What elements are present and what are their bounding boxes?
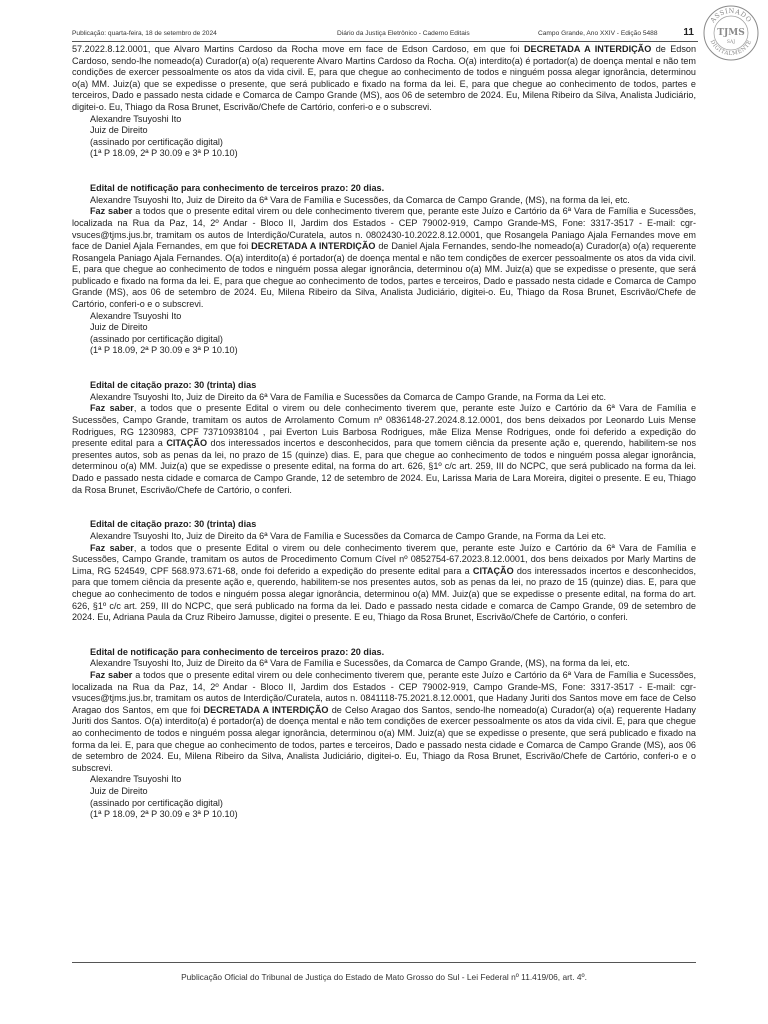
edital-title (72, 183, 696, 195)
edital-title (72, 380, 696, 392)
signature-line (72, 114, 696, 126)
svg-text:TJMS: TJMS (717, 28, 745, 38)
text: Alexandre Tsuyoshi Ito, Juiz de Direito da 6ª Vara de Família e Sucessões da Comarca de Campo Grande, na Forma da Lei etc. (90, 391, 607, 402)
section-gap (72, 624, 696, 647)
edital-title (72, 647, 696, 659)
signature-line (72, 774, 696, 786)
svg-text:SAJ: SAJ (726, 40, 736, 45)
paragraph (72, 658, 696, 670)
text: , a todos que o presente Edital o virem ou dele conhecimento tiverem que, perante este Juízo e Cartório da 6ª Vara de Família e Sucessões, Campo Grande, tramitam os autos de Procedimento Comum Cível nº 0852754-67.2023.8.12.0001, dos bens deixados por Marly Martins de Lima, RG 524549, CPF 568.973.671-68, onde foi deferido a expedição do presente edital para a (72, 542, 696, 576)
paragraph (72, 543, 696, 624)
text: , a todos que o presente Edital o virem ou dele conhecimento tiverem que, perante este Juízo e Cartório da 6ª Vara de Família e Sucessões, Campo Grande, tramitam os autos de Arrolamento Comum nº 0836148-27.2024.8.12.0001, dos bens deixados por Leonardo Luis Mense Rodrigues, RG 1230983, CPF 73710938104 , pai Everton Luis Barbosa Rodrigues, mãe Eliza Mense Rodrigues, onde foi deferido a expedição do presente edital para a (72, 403, 696, 449)
text: a todos que o presente edital virem ou dele conhecimento tiverem que, perante este Juízo e Cartório da 6ª Vara de Família e Sucessões, localizada na Rua da Paz, 14, 2º Andar - Bloco II, Jardim dos Estados - CEP 79002-919, Campo Grande-MS, Fone: 3317-3517 - E-mail: cgr-vsuces@tjms.jus.br, tramitam os autos de Interdição/Curatela, autos n. 0841118-75.2021.8.12.0001, que Hadany Juriti dos Santos move em face de Celso Aragao dos Santos, em que foi (72, 670, 697, 715)
signature-line (72, 148, 696, 160)
text: Edital de notificação para conhecimento de terceiros prazo: 20 dias. (90, 646, 385, 657)
section-gap (72, 496, 696, 519)
text: (assinado por certificação digital) (90, 797, 223, 808)
bold-text: Faz saber (90, 206, 133, 217)
paragraph (72, 44, 696, 114)
text: Alexandre Tsuyoshi Ito, Juiz de Direito da 6ª Vara de Família e Sucessões da Comarca de Campo Grande, na Forma da Lei etc. (90, 530, 607, 541)
paragraph (72, 670, 696, 774)
svg-text:ASSINADO: ASSINADO (708, 6, 754, 25)
signature-line (72, 125, 696, 137)
header-publication-date: Publicação: quarta-feira, 18 de setembro de 2024 (72, 30, 217, 37)
signature-line (72, 334, 696, 346)
bold-text: DECRETADA A INTERDIÇÃO (523, 44, 652, 54)
text: Edital de notificação para conhecimento de terceiros prazo: 20 dias. (90, 183, 385, 194)
signature-line (72, 798, 696, 810)
digital-signature-seal-icon (702, 4, 760, 62)
footer-divider (72, 962, 696, 963)
bold-text: Faz saber (90, 403, 134, 414)
text: (1ª P 18.09, 2ª P 30.09 e 3ª P 10.10) (90, 148, 238, 159)
signature-line (72, 345, 696, 357)
bold-text: Faz saber (90, 670, 133, 681)
text: de Daniel Ajala Fernandes, sendo-lhe nomeado(a) Curador(a) o(a) requerente Rosangela Paniago Ajala Fernandes. O(a) interdito(a) é portador(a) de doença mental e não tem condições de exercer pessoalmente os atos da vida civil. E, para que chegue ao conhecimento de todos e ninguém possa alegar ignorância, determinou o(a) MM. Juiz(a) que se expedisse o presente, que será publicado e fixado na forma da lei. E, para que chegue ao conhecimento de todos, partes e terceiros, Dado e passado nesta cidade e Comarca de Campo Grande (MS), aos 06 de setembro de 2024. Eu, Milena Ribeiro da Silva, Analista Judiciário, digitei-o. Eu, Thiago da Rosa Brunet, Escrivão/Chefe de Cartório, conferi-o e o subscrevi. (72, 241, 696, 310)
signature-line (72, 809, 696, 821)
text: (assinado por certificação digital) (90, 136, 223, 147)
section-gap (72, 160, 696, 183)
edital-content (72, 44, 696, 821)
paragraph (72, 403, 696, 496)
page-number: 11 (683, 27, 694, 38)
text: Juiz de Direito (90, 786, 148, 796)
text: dos interessados incertos e desconhecidos, para que tomem ciência da presente ação e, querendo, habilitem-se nos presentes autos, sob as penas da lei, no prazo de 15 (quinze) dias. E, para que chegue ao conhecimento de todos e ninguém possa alegar ignorância, determinou o(a) MM. Juiz(a) que se expedisse o presente edital, na forma do art. 626, §1º c/c art. 259, III do NCPC, que será publicado na forma da lei. Dado e passado nesta cidade e comarca de Campo Grande, 12 de setembro de 2024. Eu, Larissa Maria de Lara Moreira, digitei o presente. E eu, Thiago da Rosa Brunet, Escrivão/Chefe de Cartório, o conferi. (72, 438, 696, 495)
text: a todos que o presente edital virem ou dele conhecimento tiverem que, perante este Juízo e Cartório da 6ª Vara de Família e Sucessões, localizada na Rua da Paz, 14, 2º Andar - Bloco II, Jardim dos Estados - CEP 79002-919, Campo Grande-MS, Fone: 3317-3517 - E-mail: cgr-vsuces@tjms.jus.br, tramitam os autos de Interdição/Curatela, autos n. 0802430-10.2022.8.12.0001, que Rosangela Paniago Ajala Fernandes move em face de Daniel Ajala Fernandes, em que foi (72, 206, 697, 252)
text: Edital de citação prazo: 30 (trinta) dias (90, 519, 257, 530)
bold-text: CITAÇÃO (166, 438, 208, 449)
text: Alexandre Tsuyoshi Ito (90, 310, 182, 321)
text: dos interessados incertos e desconhecidos, para que tomem ciência da presente ação e, querendo, habilitem-se nos presentes autos, sob as penas da lei, no prazo de 15 (quinze) dias. E, para que chegue ao conhecimento de todos e ninguém possa alegar ignorância, determinou o(a) MM. Juiz(a) que se expedisse o presente edital, na forma do art. 626, §1º c/c art. 259, III do NCPC, que será publicado na forma da lei. Dado e passado nesta cidade e comarca de Campo Grande, 09 de setembro de 2024. Eu, Adriana Paula da Cruz Ribeiro Jamusse, digitei o presente. E eu, Thiago da Rosa Brunet, Escrivão/Chefe de Cartório, o conferi. (72, 565, 696, 623)
bold-text: CITAÇÃO (472, 565, 514, 576)
svg-text:DIGITALMENTE: DIGITALMENTE (708, 39, 754, 58)
text: (assinado por certificação digital) (90, 333, 223, 344)
edital-title (72, 519, 696, 531)
text: Juiz de Direito (90, 125, 148, 136)
bold-text: Faz saber (90, 542, 134, 553)
paragraph (72, 206, 696, 310)
text: de Celso Aragao dos Santos, sendo-lhe nomeado(a) Curador(a) o(a) requerente Hadany Juriti dos Santos. O(a) interdito(a) é portador(a) de doença mental e não tem condições de exercer pessoalmente os atos da vida civil. E, para que chegue ao conhecimento de todos e ninguém possa alegar ignorância, determinou o(a) MM. Juiz(a) que se expedisse o presente, que será publicado e fixado na forma da lei. E, para que chegue ao conhecimento de todos, partes e terceiros, Dado e passado nesta cidade e Comarca de Campo Grande (MS), aos 06 de setembro de 2024. Eu, Milena Ribeiro da Silva, Analista Judiciário, digitei-o. Eu, Thiago da Rosa Brunet, Escrivão/Chefe de Cartório, conferi-o e o subscrevi. (72, 704, 696, 773)
text: Edital de citação prazo: 30 (trinta) dias (90, 380, 257, 391)
paragraph (72, 392, 696, 404)
text: Alexandre Tsuyoshi Ito, Juiz de Direito da 6ª Vara de Família e Sucessões, da Comarca de Campo Grande, (MS), na forma da lei, etc. (90, 658, 630, 669)
text: Alexandre Tsuyoshi Ito, Juiz de Direito da 6ª Vara de Família e Sucessões, da Comarca de Campo Grande, (MS), na forma da lei, etc. (90, 194, 630, 205)
header-edition: Campo Grande, Ano XXIV - Edição 5488 (538, 30, 658, 37)
page-header (72, 27, 698, 42)
signature-line (72, 786, 696, 798)
text: Alexandre Tsuyoshi Ito (90, 113, 182, 124)
text: (1ª P 18.09, 2ª P 30.09 e 3ª P 10.10) (90, 809, 238, 820)
bold-text: DECRETADA A INTERDIÇÃO (251, 241, 376, 252)
text: (1ª P 18.09, 2ª P 30.09 e 3ª P 10.10) (90, 345, 238, 356)
page-footer: Publicação Oficial do Tribunal de Justiça do Estado de Mato Grosso do Sul - Lei Federal nº 11.419/06, art. 4º. (181, 972, 587, 982)
paragraph (72, 531, 696, 543)
signature-line (72, 311, 696, 323)
header-journal-name: Diário da Justiça Eletrônico - Caderno Editais (337, 30, 470, 37)
section-gap (72, 357, 696, 380)
text: Alexandre Tsuyoshi Ito (90, 774, 182, 785)
signature-line (72, 322, 696, 334)
text: 57.2022.8.12.0001, que Alvaro Martins Cardoso da Rocha move em face de Edson Cardoso, em que foi (72, 44, 524, 54)
signature-line (72, 137, 696, 149)
paragraph (72, 195, 696, 207)
bold-text: DECRETADA A INTERDIÇÃO (203, 704, 329, 715)
text: de Edson Cardoso, sendo-lhe nomeado(a) Curador(a) o(a) requerente Alvaro Martins Cardoso da Rocha. O(a) interdito(a) é portador(a) de doença mental e não tem condições de exercer pessoalmente os atos da vida civil. E, para que chegue ao conhecimento de todos e ninguém possa alegar ignorância, determinou o(a) MM. Juiz(a) que se expedisse o presente, que será publicado e fixado na forma da lei. E, para que chegue ao conhecimento de todos, partes e terceiros, Dado e passado nesta cidade e Comarca de Campo Grande (MS), aos 06 de setembro de 2024. Eu, Milena Ribeiro da Silva, Analista Judiciário, digitei-o. Eu, Thiago da Rosa Brunet, Escrivão/Chefe de Cartório, conferi-o e o subscrevi. (72, 44, 696, 112)
text: Juiz de Direito (90, 322, 148, 333)
